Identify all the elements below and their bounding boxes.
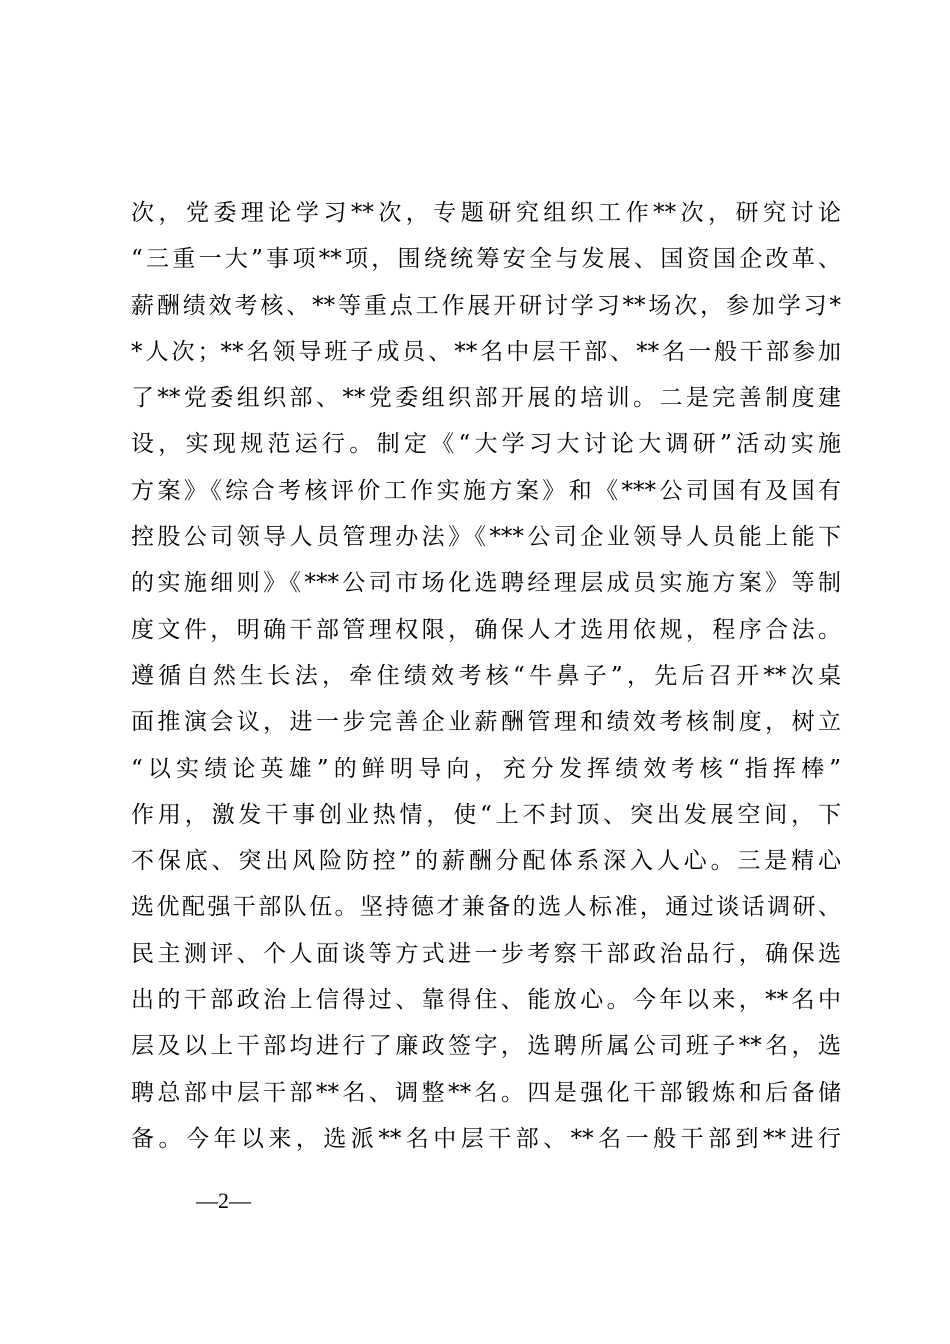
text-line: 的实施细则》《***公司市场化选聘经理层成员实施方案》等制 — [131, 570, 841, 597]
text-line: 次，党委理论学习**次，专题研究组织工作**次，研究讨论 — [131, 200, 841, 226]
text-line: 民主测评、个人面谈等方式进一步考察干部政治品行，确保选 — [131, 940, 841, 967]
text-line: 薪酬绩效考核、**等重点工作展开研讨学习**场次，参加学习* — [131, 292, 841, 319]
text-line: 不保底、突出风险防控”的薪酬分配体系深入人心。三是精心 — [131, 848, 841, 875]
text-line: 控股公司领导人员管理办法》《***公司企业领导人员能上能下 — [131, 524, 841, 551]
text-line: 方案》《综合考核评价工作实施方案》和《***公司国有及国有 — [131, 477, 841, 504]
text-line: 层及以上干部均进行了廉政签字，选聘所属公司班子**名，选 — [131, 1033, 841, 1060]
text-line: 出的干部政治上信得过、靠得住、能放心。今年以来，**名中 — [131, 987, 841, 1014]
text-line: 遵循自然生长法，牵住绩效考核“牛鼻子”，先后召开**次桌 — [131, 662, 841, 689]
text-line: 聘总部中层干部**名、调整**名。四是强化干部锻炼和后备储 — [131, 1079, 841, 1106]
text-line: 设，实现规范运行。制定《“大学习大讨论大调研”活动实施 — [131, 431, 841, 458]
text-line: *人次；**名领导班子成员、**名中层干部、**名一般干部参加 — [131, 338, 841, 365]
text-line: 作用，激发干事创业热情，使“上不封顶、突出发展空间，下 — [131, 801, 841, 828]
text-line: 度文件，明确干部管理权限，确保人才选用依规，程序合法。 — [131, 616, 841, 643]
text-line: “以实绩论英雄”的鲜明导向，充分发挥绩效考核“指挥棒” — [131, 755, 841, 782]
text-line: 备。今年以来，选派**名中层干部、**名一般干部到**进行 — [131, 1125, 841, 1152]
page-number: —2— — [196, 1188, 251, 1213]
text-line: 面推演会议，进一步完善企业薪酬管理和绩效考核制度，树立 — [131, 709, 841, 736]
text-line: 选优配强干部队伍。坚持德才兼备的选人标准，通过谈话调研、 — [131, 894, 841, 921]
text-line: “三重一大”事项**项，围绕统筹安全与发展、国资国企改革、 — [131, 246, 841, 273]
text-line: 了**党委组织部、**党委组织部开展的培训。二是完善制度建 — [131, 385, 841, 412]
body-text — [131, 190, 841, 1162]
